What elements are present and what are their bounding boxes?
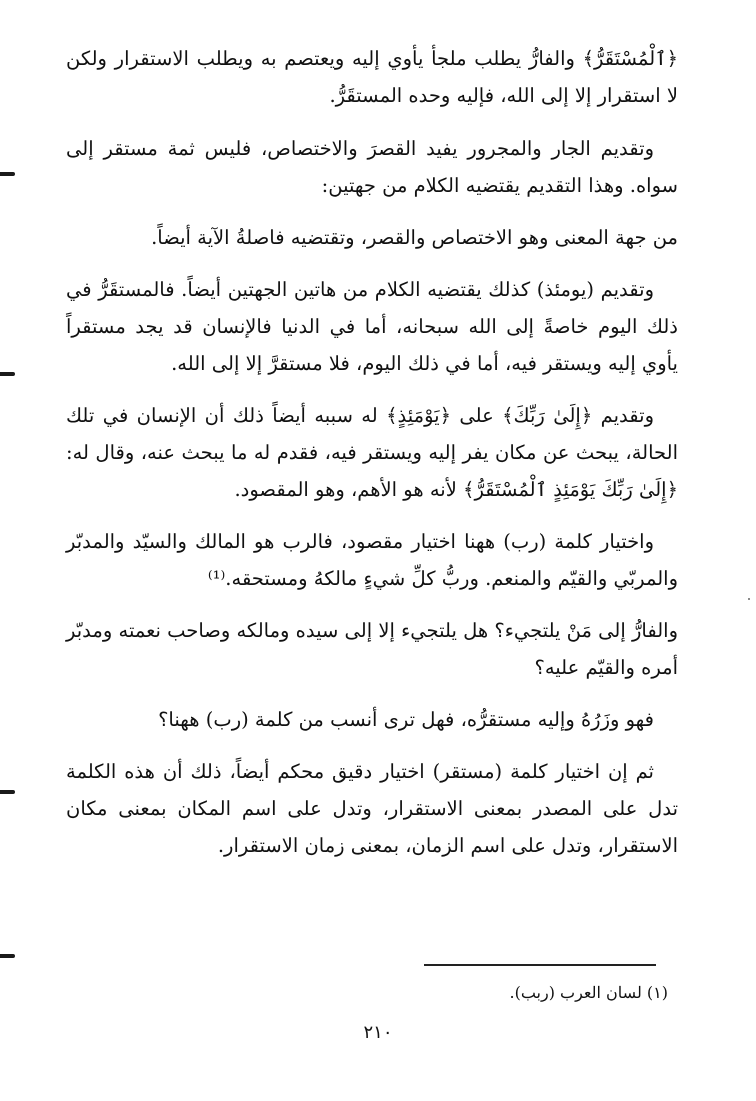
paragraph-8: فهو وزَرُهُ وإليه مستقرُّه، فهل ترى أنسب من كلمة (رب) ههنا؟ xyxy=(158,708,654,731)
page-number: ٢١٠ xyxy=(363,1022,393,1043)
paragraph-2: وتقديم الجار والمجرور يفيد القصرَ والاختصاص، فليس ثمة مستقر إلى سواه. وهذا التقديم يقتضيه الكلام من جهتين: xyxy=(66,137,678,197)
margin-scan-mark xyxy=(0,172,15,176)
margin-scan-mark xyxy=(0,790,15,794)
paragraph-5: وتقديم ﴿إِلَىٰ رَبِّكَ﴾ على ﴿يَوْمَئِذٍ﴾ له سببه أيضاً ذلك أن الإنسان في تلك الحالة، يبحث عن مكان يفر إليه ويستقر فيه، فقدم له ما يبحث عنه، وقال له: ﴿إِلَىٰ رَبِّكَ يَوْمَئِذٍ ٱلْمُسْتَقَرُّ﴾ لأنه هو الأهم، وهو المقصود. xyxy=(66,404,678,501)
footnote-divider xyxy=(424,964,656,966)
margin-scan-mark xyxy=(0,954,15,958)
footnote: (١) لسان العرب (ربب). xyxy=(509,983,668,1002)
paragraph-1: ﴿ٱلْمُسْتَقَرُّ﴾ والفارُّ يطلب ملجأ يأوي إليه ويعتصم به ويطلب الاستقرار ولكن لا استقرار إلا إلى الله، فإليه وحده المستقَرُّ. xyxy=(66,47,678,107)
margin-scan-mark xyxy=(0,372,15,376)
page-body xyxy=(66,40,678,879)
paragraph-4: وتقديم (يومئذ) كذلك يقتضيه الكلام من هاتين الجهتين أيضاً. فالمستقَرُّ في ذلك اليوم خاصةً إلى الله سبحانه، أما في الدنيا فالإنسان قد يجد مستقراً يأوي إليه ويستقر فيه، أما في ذلك اليوم، فلا مستقرَّ إلا إلى الله. xyxy=(66,278,678,375)
scan-speck xyxy=(748,598,750,600)
paragraph-7: والفارُّ إلى مَنْ يلتجيء؟ هل يلتجيء إلا إلى سيده ومالكه وصاحب نعمته ومدبّر أمره والقيّم عليه؟ xyxy=(66,619,678,679)
paragraph-9: ثم إن اختيار كلمة (مستقر) اختيار دقيق محكم أيضاً، ذلك أن هذه الكلمة تدل على المصدر بمعنى الاستقرار، وتدل على اسم المكان بمعنى مكان الاستقرار، وتدل على اسم الزمان، بمعنى زمان الاستقرار. xyxy=(66,760,678,857)
paragraph-6: واختيار كلمة (رب) ههنا اختيار مقصود، فالرب هو المالك والسيّد والمدبّر والمربّي والقيّم والمنعم. وربُّ كلِّ شيءٍ مالكهُ ومستحقه.⁽¹⁾ xyxy=(66,530,678,590)
paragraph-3: من جهة المعنى وهو الاختصاص والقصر، وتقتضيه فاصلةُ الآية أيضاً. xyxy=(151,226,678,249)
